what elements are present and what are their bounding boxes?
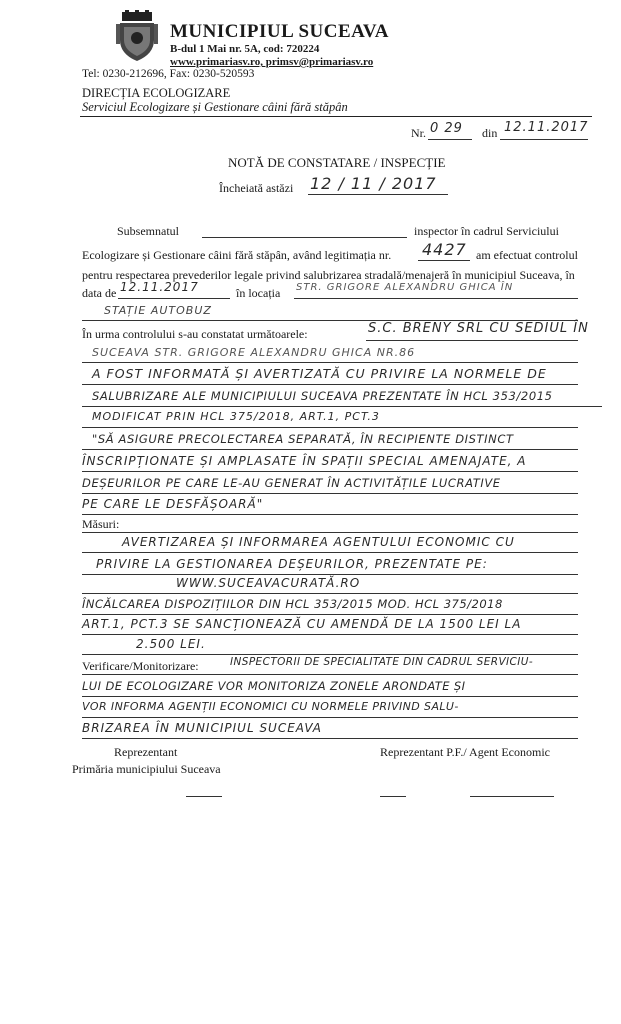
header-phone-fax: Tel: 0230-212696, Fax: 0230-520593 [82, 68, 255, 80]
masuri-line-6: 2.500 LEI. [136, 637, 206, 651]
din-label: din [482, 126, 498, 140]
constatat-line-5: MODIFICAT PRIN HCL 375/2018, ART.1, PCT.3 [92, 410, 380, 423]
municipality-title: MUNICIPIUL SUCEAVA [170, 21, 389, 42]
constatat-line-9: PE CARE LE DESFĂȘOARĂ" [82, 497, 264, 511]
constatat-rule-7 [82, 471, 578, 472]
legitimatie-text: Ecologizare și Gestionare câini fără stăpân, având legitimația nr. [82, 248, 392, 262]
signature-line-right-1 [380, 796, 406, 797]
header-divider [80, 116, 592, 117]
constatat-rule-3 [82, 384, 578, 385]
concluded-date: 12 / 11 / 2017 [310, 174, 437, 193]
data-label: data de [82, 286, 117, 300]
masuri-rule-1 [82, 552, 578, 553]
constatat-rule-2 [82, 362, 578, 363]
concluded-line [308, 194, 448, 195]
constatat-label: În urma controlului s-au constatat următoarele: [82, 327, 308, 341]
signature-line-left [186, 796, 222, 797]
legitimatie-number: 4427 [422, 240, 467, 259]
locatia-label: în locația [236, 286, 281, 300]
constatat-rule-1 [366, 340, 578, 341]
constatat-line-6: "SĂ ASIGURE PRECOLECTAREA SEPARATĂ, ÎN RECIPIENTE DISTINCT [92, 432, 514, 446]
signature-right-title: Reprezentant P.F./ Agent Economic [380, 745, 551, 759]
nr-value: 0 29 [430, 121, 463, 136]
masuri-rule-6 [82, 654, 578, 655]
masuri-line-3: WWW.SUCEAVACURATĂ.RO [176, 576, 361, 590]
subsemnatul-label: Subsemnatul [117, 224, 179, 238]
data-value: 12.11.2017 [120, 280, 199, 294]
legitimatie-line [418, 260, 470, 261]
department-name: DIRECȚIA ECOLOGIZARE [82, 86, 231, 100]
masuri-rule-4 [82, 614, 578, 615]
verificare-line-1: INSPECTORII DE SPECIALITATE DIN CADRUL SERVICIU- [230, 656, 534, 668]
signature-line-right-2 [470, 796, 554, 797]
din-value: 12.11.2017 [504, 120, 589, 135]
constatat-line-3: A FOST INFORMATĂ ȘI AVERTIZATĂ CU PRIVIRE LA NORMELE DE [92, 366, 547, 381]
constatat-line-7: ÎNSCRIPȚIONATE ȘI AMPLASATE ÎN SPAȚII SPECIAL AMENAJATE, A [82, 454, 527, 468]
coat-of-arms-icon [116, 10, 158, 62]
locatia-line [294, 298, 578, 299]
din-line [500, 139, 588, 140]
masuri-rule-0 [82, 532, 578, 533]
masuri-label: Măsuri: [82, 517, 120, 531]
data-line [118, 298, 230, 299]
masuri-line-2: PRIVIRE LA GESTIONAREA DEȘEURILOR, PREZENTATE PE: [96, 557, 488, 571]
verificare-rule-2 [82, 696, 578, 697]
constatat-rule-4 [82, 406, 602, 407]
masuri-line-5: ART.1, PCT.3 SE SANCȚIONEAZĂ CU AMENDĂ DE LA 1500 LEI LA [82, 617, 522, 631]
constatat-line-8: DEȘEURILOR PE CARE LE-AU GENERAT ÎN ACTIVITĂȚILE LUCRATIVE [82, 476, 501, 490]
concluded-label: Încheiată astăzi [219, 181, 294, 195]
masuri-rule-5 [82, 634, 578, 635]
service-name: Serviciul Ecologizare și Gestionare câini fără stăpân [82, 100, 348, 114]
name-line [202, 237, 407, 238]
locatia-value-cont: STAȚIE AUTOBUZ [104, 304, 212, 317]
constatat-line-1: S.C. BRENY SRL CU SEDIUL ÎN [368, 321, 589, 336]
constatat-rule-8 [82, 493, 578, 494]
masuri-rule-3 [82, 593, 578, 594]
verificare-rule-1 [82, 674, 578, 675]
document-heading: NOTĂ DE CONSTATARE / INSPECȚIE [228, 155, 446, 170]
locatia-value: STR. GRIGORE ALEXANDRU GHICA ÎN [296, 282, 514, 293]
signature-left-institution: Primăria municipiului Suceava [72, 762, 221, 776]
verificare-line-4: BRIZAREA ÎN MUNICIPIUL SUCEAVA [82, 721, 323, 735]
verificare-line-2: LUI DE ECOLOGIZARE VOR MONITORIZA ZONELE ARONDATE ȘI [82, 679, 466, 693]
purpose-text: pentru respectarea prevederilor legale privind salubrizarea stradală/menajeră în municipiul Suceava, în [82, 268, 575, 282]
verificare-rule-3 [82, 717, 578, 718]
verificare-label: Verificare/Monitorizare: [82, 659, 199, 673]
constatat-rule-9 [82, 514, 578, 515]
header-web: www.primariasv.ro, primsv@primariasv.ro [170, 56, 374, 68]
signature-left-title: Reprezentant [114, 745, 178, 759]
header-address: B-dul 1 Mai nr. 5A, cod: 720224 [170, 43, 320, 55]
verificare-rule-4 [82, 738, 578, 739]
control-text: am efectuat controlul [476, 248, 578, 262]
inspector-text: inspector în cadrul Serviciului [414, 224, 559, 238]
masuri-rule-2 [82, 574, 578, 575]
masuri-line-4: ÎNCĂLCAREA DISPOZIȚIILOR DIN HCL 353/2015 MOD. HCL 375/2018 [82, 597, 503, 611]
masuri-line-1: AVERTIZAREA ȘI INFORMAREA AGENTULUI ECONOMIC CU [122, 535, 515, 549]
constatat-line-2: SUCEAVA STR. GRIGORE ALEXANDRU GHICA NR.86 [92, 346, 416, 359]
nr-label: Nr. [411, 126, 426, 140]
constatat-line-4: SALUBRIZARE ALE MUNICIPIULUI SUCEAVA PREZENTATE ÎN HCL 353/2015 [92, 389, 553, 403]
nr-line [428, 139, 472, 140]
constatat-rule-5 [82, 427, 578, 428]
verificare-line-3: VOR INFORMA AGENȚII ECONOMICI CU NORMELE PRIVIND SALU- [82, 700, 459, 713]
constatat-rule-6 [82, 449, 578, 450]
